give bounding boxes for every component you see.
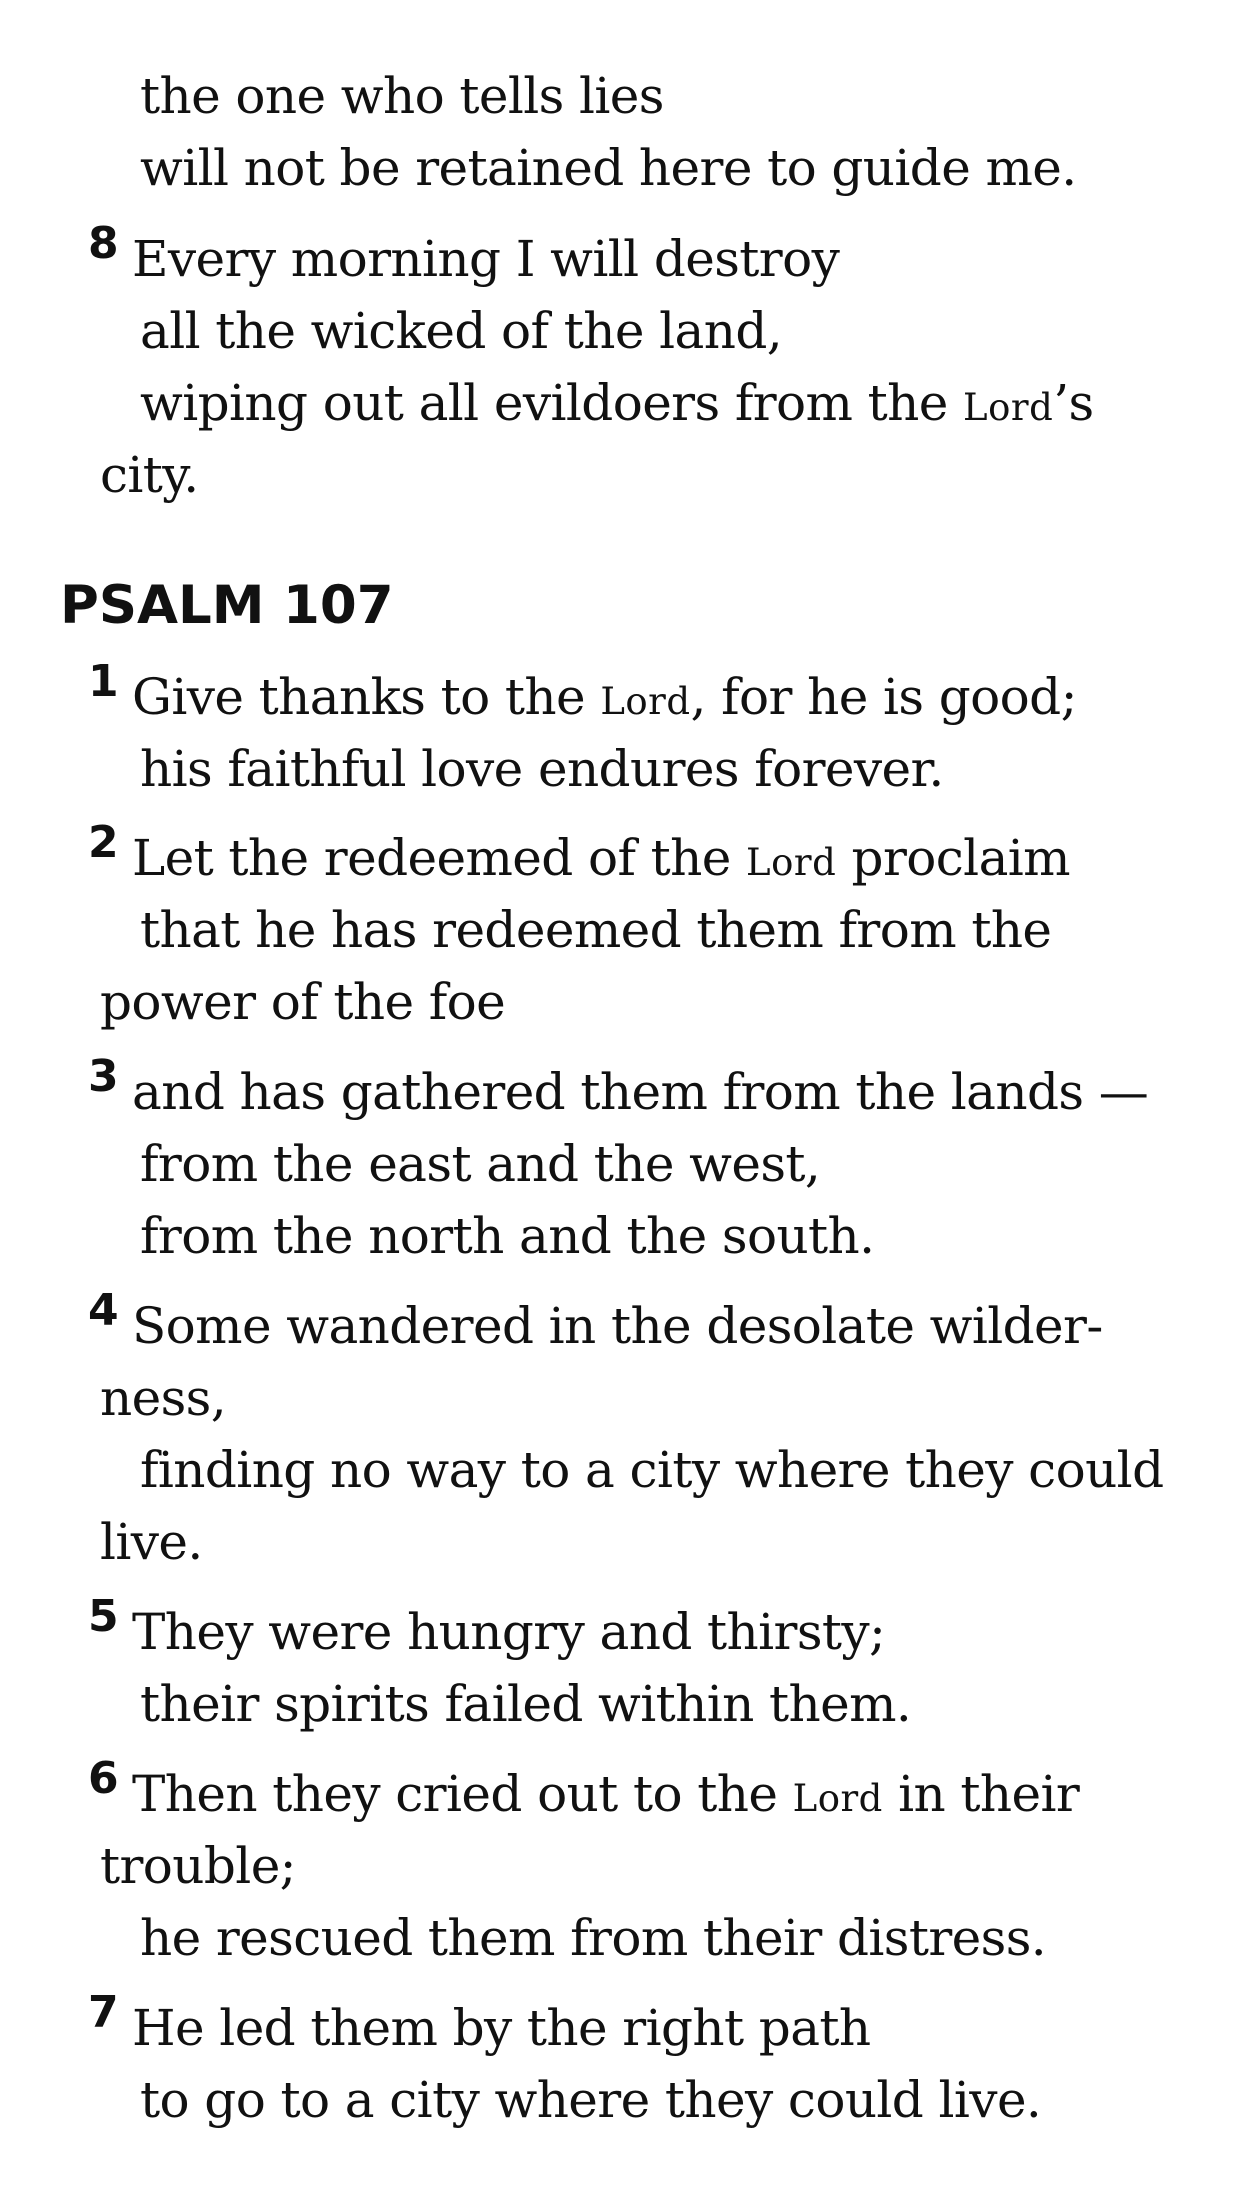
verse-7-line: 7 He led them by the right path [88,1987,871,2057]
verse-number[interactable]: 6 [88,1753,119,1804]
verse-4-line: finding no way to a city where they could [140,1441,1164,1499]
verse-number[interactable]: 7 [88,1987,119,2038]
psalm-heading: PSALM 107 [60,575,394,636]
divine-name: Lord [600,680,691,723]
verse-7-line: to go to a city where they could live. [140,2071,1042,2129]
continuation-line: the one who tells lies [140,67,664,125]
verse-2-line: that he has redeemed them from the [140,901,1052,959]
verse-5-line: 5 They were hungry and thirsty; [88,1591,886,1661]
verse-8-line: wiping out all evildoers from the Lord’s [140,374,1094,432]
verse-8-line: all the wicked of the land, [140,302,783,360]
verse-number[interactable]: 2 [88,817,119,868]
divine-name: Lord [792,1777,883,1820]
verse-8-line: 8 Every morning I will destroy [88,218,840,288]
verse-2-line: power of the foe [100,973,506,1031]
verse-3-line: from the north and the south. [140,1207,875,1265]
verse-3-line: 3 and has gathered them from the lands — [88,1051,1149,1121]
divine-name: Lord [963,386,1054,429]
verse-1-line: 1 Give thanks to the Lord, for he is good; [88,656,1077,726]
verse-5-line: their spirits failed within them. [140,1675,912,1733]
verse-3-line: from the east and the west, [140,1135,821,1193]
verse-6-line: trouble; [100,1837,296,1895]
verse-number[interactable]: 8 [88,218,119,269]
verse-1-line: his faithful love endures forever. [140,740,944,798]
verse-number[interactable]: 4 [88,1285,119,1336]
verse-6-line: 6 Then they cried out to the Lord in their [88,1753,1080,1823]
verse-4-line: live. [100,1513,203,1571]
verse-4-line: 4 Some wandered in the desolate wilder- [88,1285,1103,1355]
continuation-line: will not be retained here to guide me. [140,139,1077,197]
verse-2-line: 2 Let the redeemed of the Lord proclaim [88,817,1070,887]
divine-name: Lord [746,841,837,884]
verse-4-line: ness, [100,1369,227,1427]
verse-8-line: city. [100,446,199,504]
verse-number[interactable]: 1 [88,656,119,707]
verse-number[interactable]: 3 [88,1051,119,1102]
verse-6-line: he rescued them from their distress. [140,1909,1047,1967]
verse-number[interactable]: 5 [88,1591,119,1642]
